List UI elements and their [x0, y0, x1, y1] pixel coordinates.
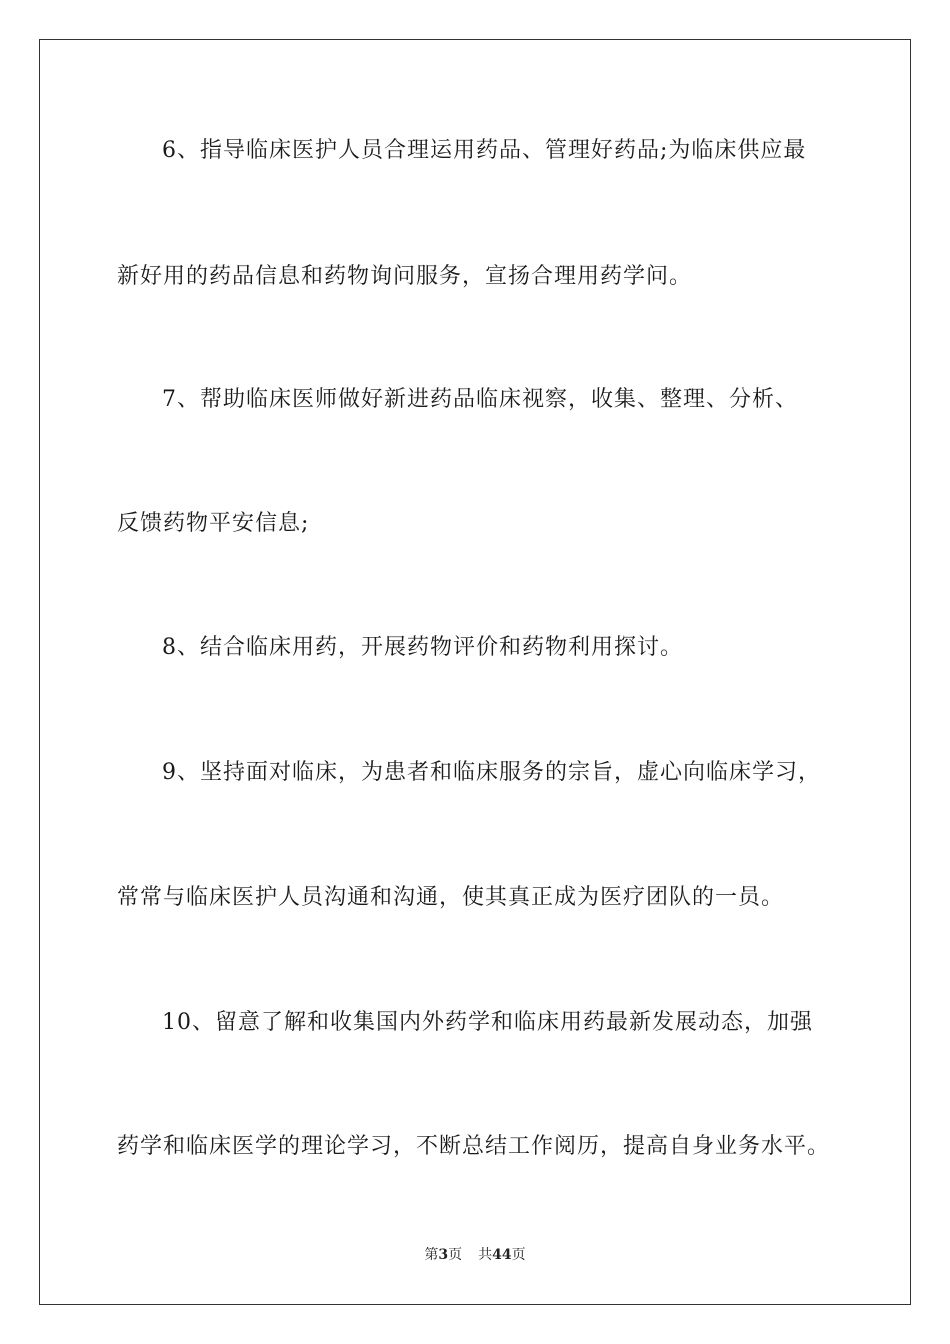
paragraph-8-line-1: 8、结合临床用药，开展药物评价和药物利用探讨。 [162, 635, 683, 660]
footer-total-pages: 44 [492, 1247, 512, 1263]
footer-page-number: 3 [438, 1247, 449, 1263]
paragraph-7-line-2: 反馈药物平安信息; [117, 511, 310, 536]
paragraph-6-line-2: 新好用的药品信息和药物询问服务，宣扬合理用药学问。 [117, 264, 693, 289]
footer-total-suffix: 页 [511, 1247, 526, 1263]
footer-total-prefix: 共 [478, 1247, 493, 1263]
paragraph-10-line-2: 药学和临床医学的理论学习，不断总结工作阅历，提高自身业务水平。 [117, 1134, 831, 1159]
paragraph-9-line-2: 常常与临床医护人员沟通和沟通，使其真正成为医疗团队的一员。 [117, 885, 785, 910]
paragraph-10-line-1: 10、留意了解和收集国内外药学和临床用药最新发展动态，加强 [162, 1010, 813, 1035]
footer-page-suffix: 页 [448, 1247, 463, 1263]
paragraph-9-line-1: 9、坚持面对临床，为患者和临床服务的宗旨，虚心向临床学习， [162, 760, 821, 785]
footer-page-prefix: 第 [424, 1247, 439, 1263]
paragraph-7-line-1: 7、帮助临床医师做好新进药品临床视察，收集、整理、分析、 [162, 387, 798, 412]
page-border [39, 39, 911, 1305]
paragraph-6-line-1: 6、指导临床医护人员合理运用药品、管理好药品;为临床供应最 [162, 138, 807, 163]
page-footer [0, 1245, 950, 1265]
